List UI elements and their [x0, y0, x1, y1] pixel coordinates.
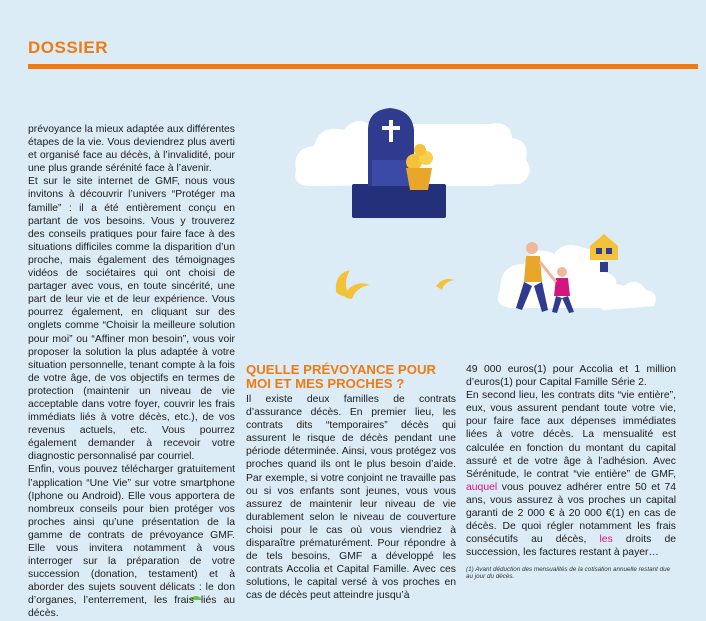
- paragraph: Enfin, vous pouvez télécharger gratuitement l’application “Une Vie” sur votre smartphone (Iphone ou Android). Elle vous apportera de nombreux conseils pour bien protéger vos proches ainsi qu’une présentation de la gamme de contrats de prévoyance GMF. Elle vous invitera notamment à vous interroger sur la préparation de votre succession (donation, testament) et à aborder des sujets souvent délicats : le don d’organes, l’enterrement, les frais liés au décès.: [28, 464, 235, 620]
- section-title: DOSSIER: [28, 38, 109, 57]
- paragraph: Et sur le site internet de GMF, nous vous invitons à découvrir l’univers “Protéger ma famille” : il a été entièrement conçu en partant de vos besoins. Vous y trouverez des conseils pratiques pour faire face à des situations difficiles comme la disparition d’un proche, mais également des témoignages vidéos de sociétaires qui ont choisi de partager avec vous, en toute sincérité, une part de leur vie et de leur expérience. Vous pourrez également, en cliquant sur des onglets comme “Choisir la meilleure solution pour moi” ou “Affiner mon besoin”, vous voir proposer la solution la plus adaptée à votre situation personnelle, tenant compte à la fois de votre âge, de vos objectifs en termes de protection (maintenir un niveau de vie acceptable dans votre foyer, couvrir les frais immédiats liés à votre décès, etc.), de vos revenus actuels, etc. Vous pourrez également demander à recevoir votre diagnostic personnalisé par courriel.: [28, 176, 235, 463]
- text-run: En second lieu, les contrats dits “vie entière”, eux, vous assurent pendant toute votre vie, pour faire face aux dépenses immédiates liées à votre décès. La mensualité est calculée en fonction du montant du capital assuré et de votre âge à l’adhésion. Avec Sérénitude, le contrat “vie entière” de GMF,: [466, 390, 676, 480]
- paragraph: Il existe deux familles de contrats d’assurance décès. En premier lieu, les contrats dits “temporaires” décès qui assurent le risque de décès pendant une période déterminée. Ainsi, vous protégez vos proches quand ils ont le plus besoin d’aide. Par exemple, si votre conjoint ne travaille pas ou si vos enfants sont jeunes, vous vous assurez de maintenir leur niveau de vie durablement selon le niveau de couverture choisi pour le cas où vous viendriez à disparaître prématurément. Pour répondre à de tels besoins, GMF a développé les contrats Accolia et Capital Famille. Avec ces solutions, le capital versé à vos proches en cas de décès peut atteindre jusqu’à: [246, 394, 456, 602]
- column-2: [246, 363, 456, 603]
- moon-icon: [336, 270, 454, 299]
- column-3: [466, 363, 676, 559]
- column-1: [28, 123, 235, 621]
- highlighted-word: les: [599, 534, 613, 546]
- highlighted-word: auquel: [466, 481, 498, 493]
- paragraph: prévoyance la mieux adaptée aux différentes étapes de la vie. Vous deviendrez plus averti et organisé face au décès, à l’invalidité, pour une plus grande sérénité face à l’avenir.: [28, 124, 235, 175]
- text-run: droits de succession, les factures restant à payer…: [466, 534, 676, 559]
- text-run: vous pouvez adhérer entre 50 et 74 ans, vous assurez à vos proches un capital garanti de 2 000 € à 20 000 €(1) en cas de décès. De quoi régler notamment les frais consécutifs au décès,: [466, 481, 677, 546]
- paragraph: 49 000 euros(1) pour Accolia et 1 million d’euros(1) pour Capital Famille Série 2.: [466, 364, 676, 389]
- paragraph: [466, 389, 676, 559]
- section-heading: QUELLE PRÉVOYANCE POUR MOI ET MES PROCHES ?: [246, 362, 437, 391]
- footnote: (1) Avant déduction des mensualités de la cotisation annuelle restant due au jour du décès.: [466, 566, 671, 581]
